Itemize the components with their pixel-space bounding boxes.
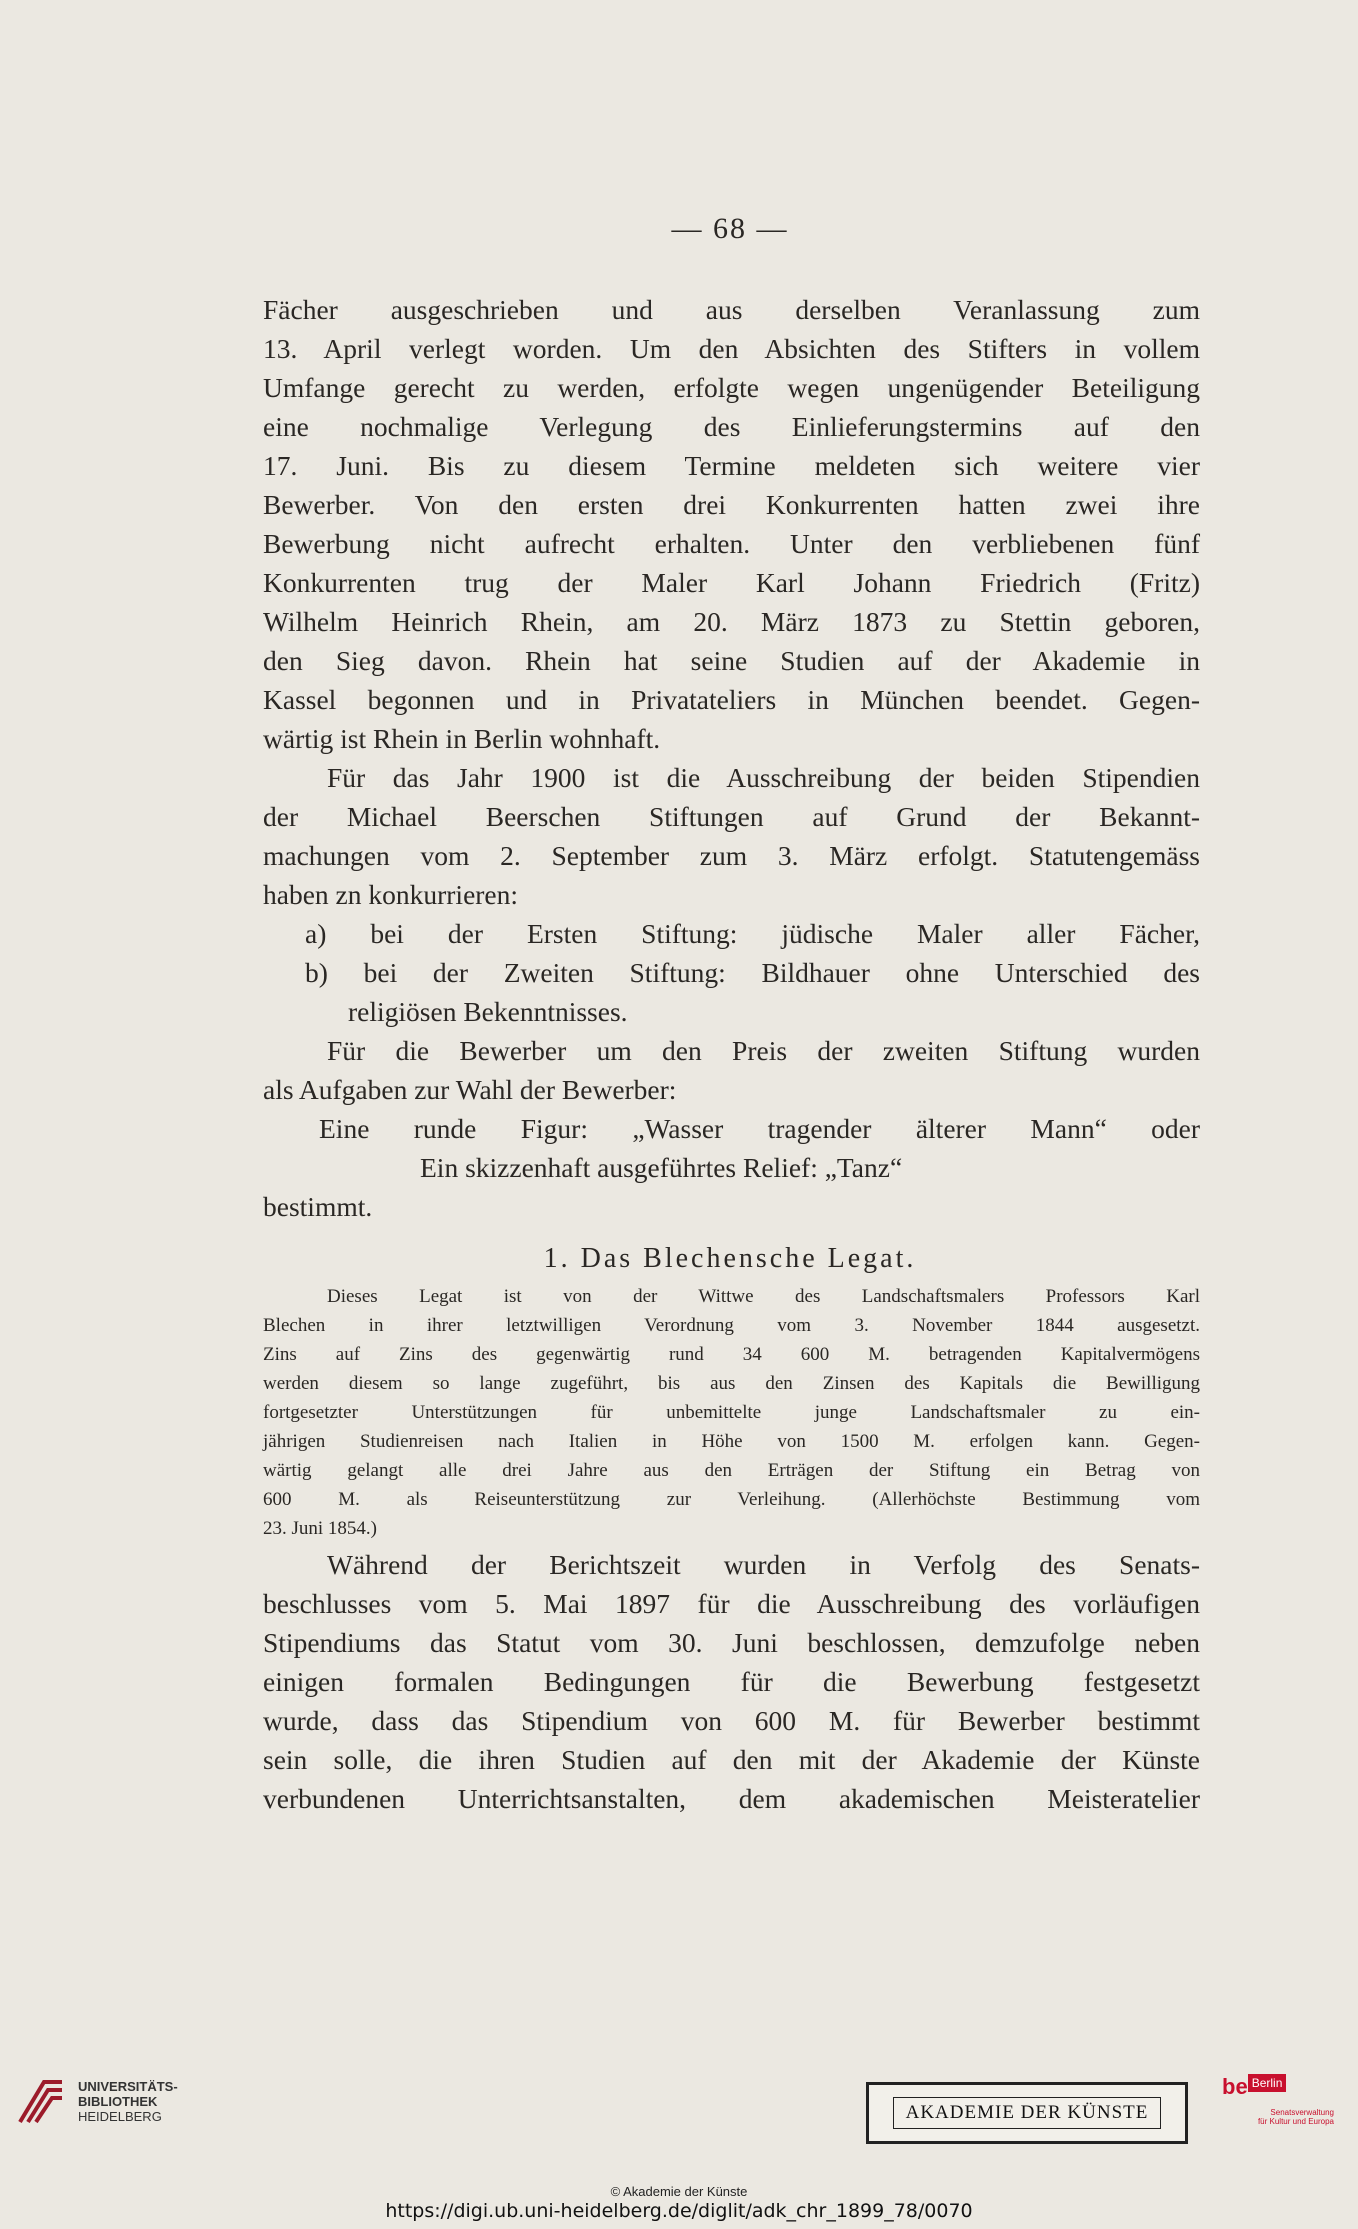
- text-line: verbundenen Unterrichtsanstalten, dem akademischen Meisteratelier: [263, 1783, 1200, 1814]
- akademie-logo[interactable]: [866, 2082, 1188, 2144]
- footnote-legat: [263, 1282, 1200, 1543]
- text-line: machungen vom 2. September zum 3. März erfolgt. Statutengemäss: [263, 840, 1200, 871]
- text-line: Wilhelm Heinrich Rhein, am 20. März 1873 zu Stettin geboren,: [263, 606, 1200, 637]
- text-line: 13. April verlegt worden. Um den Absichten des Stifters in vollem: [263, 333, 1200, 364]
- note-line: jährigen Studienreisen nach Italien in Höhe von 1500 M. erfolgen kann. Gegen-: [263, 1431, 1200, 1452]
- copyright-text: © Akademie der Künste: [610, 2184, 748, 2199]
- ub-line: HEIDELBERG: [78, 2108, 162, 2124]
- note-line: Dieses Legat ist von der Wittwe des Landschaftsmalers Professors Karl: [327, 1286, 1200, 1307]
- text-line: bestimmt.: [263, 1191, 373, 1222]
- akademie-label: AKADEMIE DER KÜNSTE: [893, 2097, 1162, 2129]
- text-line: Stipendiums das Statut vom 30. Juni beschlossen, demzufolge neben: [263, 1627, 1200, 1658]
- note-line: Zins auf Zins des gegenwärtig rund 34 600 M. betragenden Kapitalvermögens: [263, 1344, 1200, 1365]
- paragraph-statut: [263, 1545, 1200, 1818]
- note-line: fortgesetzter Unterstützungen für unbemittelte junge Landschaftsmaler zu ein-: [263, 1402, 1200, 1423]
- text-line: sein solle, die ihren Studien auf den mit der Akademie der Künste: [263, 1744, 1200, 1775]
- text-line: Umfange gerecht zu werden, erfolgte wegen ungenügender Beteiligung: [263, 372, 1200, 403]
- text-line: einigen formalen Bedingungen für die Bewerbung festgesetzt: [263, 1666, 1200, 1697]
- berlin-box: Berlin: [1248, 2074, 1287, 2092]
- berlin-small-line: für Kultur und Europa: [1257, 2117, 1334, 2126]
- text-line: wärtig ist Rhein in Berlin wohnhaft.: [263, 723, 661, 754]
- list-item: a) bei der Ersten Stiftung: jüdische Maler aller Fächer,: [305, 918, 1200, 949]
- text-line: der Michael Beerschen Stiftungen auf Grund der Bekannt-: [263, 801, 1200, 832]
- task-line: Ein skizzenhaft ausgeführtes Relief: „Tanz“: [420, 1152, 903, 1183]
- note-line: 23. Juni 1854.): [263, 1518, 377, 1539]
- text-line: als Aufgaben zur Wahl der Bewerber:: [263, 1074, 677, 1105]
- text-line: Fächer ausgeschrieben und aus derselben Veranlassung zum: [263, 294, 1200, 325]
- text-line: Bewerbung nicht aufrecht erhalten. Unter den verbliebenen fünf: [263, 528, 1200, 559]
- text-line: 17. Juni. Bis zu diesem Termine meldeten sich weitere vier: [263, 450, 1200, 481]
- text-line: Konkurrenten trug der Maler Karl Johann Friedrich (Fritz): [263, 567, 1200, 598]
- text-line: Während der Berichtszeit wurden in Verfolg des Senats-: [327, 1549, 1200, 1580]
- section-heading: 1. Das Blechensche Legat.: [543, 1243, 917, 1274]
- note-line: Blechen in ihrer letztwilligen Verordnung vom 3. November 1844 ausgesetzt.: [263, 1315, 1200, 1336]
- note-line: 600 M. als Reiseunterstützung zur Verleihung. (Allerhöchste Bestimmung vom: [263, 1489, 1200, 1510]
- paragraph-tasks: [263, 1031, 1200, 1226]
- note-line: wärtig gelangt alle drei Jahre aus den Erträgen der Stiftung ein Betrag von: [263, 1460, 1200, 1481]
- ub-heidelberg-logo[interactable]: [14, 2074, 178, 2128]
- text-line: haben zn konkurrieren:: [263, 879, 519, 910]
- paragraph-rhein: [263, 290, 1200, 758]
- text-line: eine nochmalige Verlegung des Einlieferungstermins auf den: [263, 411, 1200, 442]
- berlin-logo-text: be: [1222, 2074, 1248, 2099]
- text-line: Für das Jahr 1900 ist die Ausschreibung der beiden Stipendien: [327, 762, 1200, 793]
- text-line: den Sieg davon. Rhein hat seine Studien auf der Akademie in: [263, 645, 1200, 676]
- list-item: religiösen Bekenntnisses.: [348, 996, 628, 1027]
- task-line: Eine runde Figur: „Wasser tragender älterer Mann“ oder: [319, 1113, 1200, 1144]
- berlin-senat-logo[interactable]: [1222, 2074, 1334, 2126]
- text-line: wurde, dass das Stipendium von 600 M. für Bewerber bestimmt: [263, 1705, 1200, 1736]
- berlin-small-line: Senatsverwaltung: [1270, 2108, 1334, 2117]
- text-line: Bewerber. Von den ersten drei Konkurrenten hatten zwei ihre: [263, 489, 1200, 520]
- ub-emblem-icon: [14, 2074, 68, 2128]
- paragraph-beer: [263, 758, 1200, 914]
- page-number: — 68 —: [671, 212, 789, 245]
- note-line: werden diesem so lange zugeführt, bis aus den Zinsen des Kapitals die Bewilligung: [263, 1373, 1200, 1394]
- ub-line: UNIVERSITÄTS-: [78, 2078, 178, 2094]
- text-line: Kassel begonnen und in Privatateliers in München beendet. Gegen-: [263, 684, 1200, 715]
- text-line: beschlusses vom 5. Mai 1897 für die Ausschreibung des vorläufigen: [263, 1588, 1200, 1619]
- text-line: Für die Bewerber um den Preis der zweiten Stiftung wurden: [327, 1035, 1200, 1066]
- page-url[interactable]: https://digi.ub.uni-heidelberg.de/diglit/adk_chr_1899_78/0070: [385, 2200, 973, 2222]
- list-item: b) bei der Zweiten Stiftung: Bildhauer ohne Unterschied des: [305, 957, 1200, 988]
- ub-line: BIBLIOTHEK: [78, 2093, 158, 2109]
- list-conditions: [263, 914, 1200, 1031]
